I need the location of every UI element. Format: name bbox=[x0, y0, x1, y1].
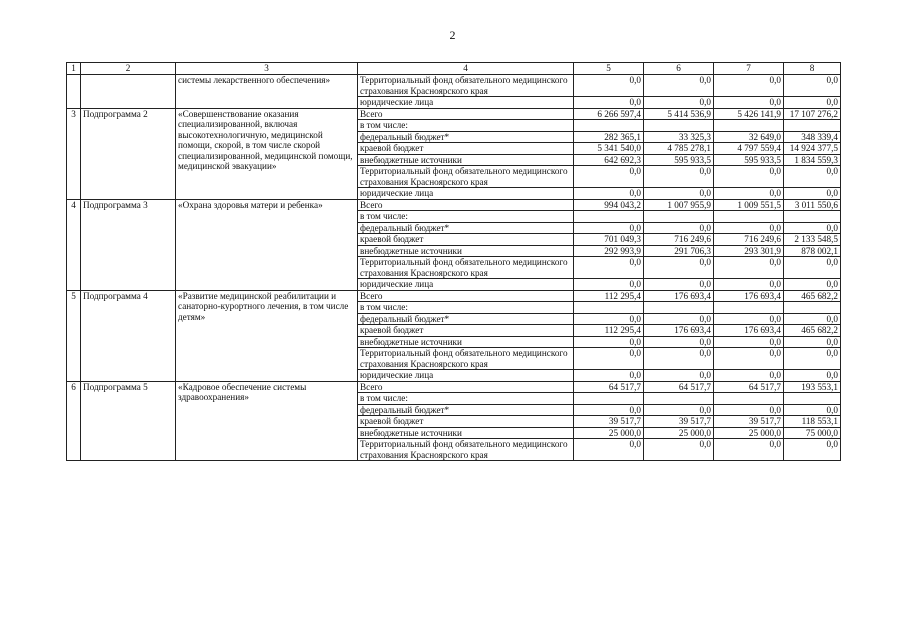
value-cell: 39 517,7 bbox=[714, 416, 784, 428]
value-cell: 0,0 bbox=[644, 439, 714, 461]
table-row bbox=[67, 290, 841, 302]
value-cell: 17 107 276,2 bbox=[784, 108, 841, 120]
column-number: 2 bbox=[81, 63, 176, 75]
value-cell: 0,0 bbox=[644, 222, 714, 234]
value-cell: 0,0 bbox=[574, 257, 644, 279]
value-cell bbox=[714, 302, 784, 314]
value-cell bbox=[574, 211, 644, 223]
column-number: 7 bbox=[714, 63, 784, 75]
value-cell: 0,0 bbox=[644, 188, 714, 200]
funding-source: федеральный бюджет* bbox=[358, 404, 574, 416]
funding-source: Всего bbox=[358, 199, 574, 211]
column-number: 8 bbox=[784, 63, 841, 75]
value-cell: 0,0 bbox=[784, 97, 841, 109]
value-cell: 0,0 bbox=[714, 313, 784, 325]
value-cell: 701 049,3 bbox=[574, 234, 644, 246]
value-cell bbox=[644, 120, 714, 132]
funding-source: юридические лица bbox=[358, 279, 574, 291]
value-cell: 193 553,1 bbox=[784, 381, 841, 393]
funding-source: в том числе: bbox=[358, 393, 574, 405]
value-cell: 0,0 bbox=[784, 166, 841, 188]
row-number-cell: 3 bbox=[67, 108, 81, 199]
value-cell: 0,0 bbox=[644, 348, 714, 370]
value-cell: 75 000,0 bbox=[784, 427, 841, 439]
value-cell: 0,0 bbox=[784, 336, 841, 348]
value-cell: 878 002,1 bbox=[784, 245, 841, 257]
value-cell bbox=[644, 211, 714, 223]
value-cell: 0,0 bbox=[784, 439, 841, 461]
value-cell: 0,0 bbox=[714, 348, 784, 370]
value-cell: 0,0 bbox=[574, 188, 644, 200]
funding-source: в том числе: bbox=[358, 302, 574, 314]
value-cell: 0,0 bbox=[644, 97, 714, 109]
value-cell: 291 706,3 bbox=[644, 245, 714, 257]
value-cell: 465 682,2 bbox=[784, 290, 841, 302]
value-cell: 5 426 141,9 bbox=[714, 108, 784, 120]
value-cell: 0,0 bbox=[714, 166, 784, 188]
value-cell: 64 517,7 bbox=[644, 381, 714, 393]
value-cell: 0,0 bbox=[784, 257, 841, 279]
value-cell: 0,0 bbox=[644, 370, 714, 382]
value-cell: 0,0 bbox=[714, 222, 784, 234]
value-cell: 3 011 550,6 bbox=[784, 199, 841, 211]
value-cell: 4 785 278,1 bbox=[644, 143, 714, 155]
column-number: 5 bbox=[574, 63, 644, 75]
value-cell: 4 797 559,4 bbox=[714, 143, 784, 155]
value-cell: 0,0 bbox=[574, 166, 644, 188]
funding-source: Территориальный фонд обязательного медицинского страхования Красноярского края bbox=[358, 257, 574, 279]
funding-source: краевой бюджет bbox=[358, 416, 574, 428]
funding-source: Территориальный фонд обязательного медицинского страхования Красноярского края bbox=[358, 439, 574, 461]
value-cell: 0,0 bbox=[714, 370, 784, 382]
value-cell: 0,0 bbox=[574, 97, 644, 109]
value-cell: 5 414 536,9 bbox=[644, 108, 714, 120]
row-number-cell: 4 bbox=[67, 199, 81, 290]
value-cell: 32 649,0 bbox=[714, 131, 784, 143]
value-cell: 642 692,3 bbox=[574, 154, 644, 166]
subprogram-name-cell bbox=[81, 75, 176, 109]
column-number: 6 bbox=[644, 63, 714, 75]
value-cell: 6 266 597,4 bbox=[574, 108, 644, 120]
value-cell: 64 517,7 bbox=[714, 381, 784, 393]
value-cell: 0,0 bbox=[644, 166, 714, 188]
row-number-cell bbox=[67, 75, 81, 109]
value-cell: 0,0 bbox=[574, 439, 644, 461]
value-cell bbox=[784, 302, 841, 314]
value-cell bbox=[574, 120, 644, 132]
subprogram-name-cell: Подпрограмма 3 bbox=[81, 199, 176, 290]
funding-source: Всего bbox=[358, 290, 574, 302]
funding-source: краевой бюджет bbox=[358, 234, 574, 246]
subprogram-title-cell: «Совершенствование оказания специализированной, включая высокотехнологичную, медицинской помощи, скорой, в том числе скорой специализированной, медицинской помощи, медицинской эвакуации» bbox=[176, 108, 358, 199]
value-cell: 0,0 bbox=[784, 370, 841, 382]
value-cell: 0,0 bbox=[714, 439, 784, 461]
funding-source: краевой бюджет bbox=[358, 143, 574, 155]
value-cell: 0,0 bbox=[714, 75, 784, 97]
value-cell: 292 993,9 bbox=[574, 245, 644, 257]
header-row bbox=[67, 63, 841, 75]
funding-source: Территориальный фонд обязательного медицинского страхования Красноярского края bbox=[358, 75, 574, 97]
value-cell: 0,0 bbox=[714, 97, 784, 109]
value-cell bbox=[714, 211, 784, 223]
funding-source: Территориальный фонд обязательного медицинского страхования Красноярского края bbox=[358, 166, 574, 188]
funding-source: федеральный бюджет* bbox=[358, 313, 574, 325]
value-cell: 0,0 bbox=[574, 336, 644, 348]
funding-source: федеральный бюджет* bbox=[358, 131, 574, 143]
value-cell: 1 007 955,9 bbox=[644, 199, 714, 211]
value-cell: 176 693,4 bbox=[644, 290, 714, 302]
value-cell: 0,0 bbox=[574, 313, 644, 325]
column-number: 3 bbox=[176, 63, 358, 75]
value-cell: 282 365,1 bbox=[574, 131, 644, 143]
funding-source: Всего bbox=[358, 381, 574, 393]
subprogram-title-cell: системы лекарственного обеспечения» bbox=[176, 75, 358, 109]
funding-source: Территориальный фонд обязательного медицинского страхования Красноярского края bbox=[358, 348, 574, 370]
subprogram-name-cell: Подпрограмма 5 bbox=[81, 381, 176, 461]
value-cell: 716 249,6 bbox=[714, 234, 784, 246]
value-cell: 0,0 bbox=[574, 348, 644, 370]
column-number: 4 bbox=[358, 63, 574, 75]
row-number-cell: 6 bbox=[67, 381, 81, 461]
value-cell: 0,0 bbox=[644, 404, 714, 416]
value-cell: 1 834 559,3 bbox=[784, 154, 841, 166]
funding-source: юридические лица bbox=[358, 97, 574, 109]
value-cell: 25 000,0 bbox=[714, 427, 784, 439]
subprogram-title-cell: «Охрана здоровья матери и ребенка» bbox=[176, 199, 358, 290]
value-cell: 348 339,4 bbox=[784, 131, 841, 143]
value-cell: 0,0 bbox=[784, 404, 841, 416]
value-cell: 0,0 bbox=[784, 188, 841, 200]
funding-source: краевой бюджет bbox=[358, 325, 574, 337]
value-cell: 0,0 bbox=[714, 279, 784, 291]
row-number-cell: 5 bbox=[67, 290, 81, 381]
value-cell: 465 682,2 bbox=[784, 325, 841, 337]
value-cell: 0,0 bbox=[784, 75, 841, 97]
subprogram-title-cell: «Кадровое обеспечение системы здравоохранения» bbox=[176, 381, 358, 461]
value-cell: 0,0 bbox=[574, 370, 644, 382]
table-row bbox=[67, 199, 841, 211]
value-cell: 176 693,4 bbox=[714, 325, 784, 337]
value-cell: 0,0 bbox=[644, 257, 714, 279]
value-cell: 2 133 548,5 bbox=[784, 234, 841, 246]
funding-source: Всего bbox=[358, 108, 574, 120]
value-cell bbox=[714, 393, 784, 405]
value-cell: 0,0 bbox=[784, 222, 841, 234]
funding-source: федеральный бюджет* bbox=[358, 222, 574, 234]
value-cell: 0,0 bbox=[784, 348, 841, 370]
value-cell: 0,0 bbox=[714, 257, 784, 279]
value-cell bbox=[784, 393, 841, 405]
table-row bbox=[67, 108, 841, 120]
value-cell: 176 693,4 bbox=[644, 325, 714, 337]
value-cell: 39 517,7 bbox=[574, 416, 644, 428]
funding-source: внебюджетные источники bbox=[358, 154, 574, 166]
value-cell: 0,0 bbox=[644, 336, 714, 348]
funding-source: в том числе: bbox=[358, 211, 574, 223]
funding-source: в том числе: bbox=[358, 120, 574, 132]
funding-source: внебюджетные источники bbox=[358, 427, 574, 439]
value-cell: 0,0 bbox=[644, 279, 714, 291]
value-cell: 33 325,3 bbox=[644, 131, 714, 143]
value-cell: 595 933,5 bbox=[714, 154, 784, 166]
value-cell bbox=[644, 393, 714, 405]
value-cell: 112 295,4 bbox=[574, 290, 644, 302]
value-cell: 0,0 bbox=[574, 222, 644, 234]
value-cell: 25 000,0 bbox=[644, 427, 714, 439]
value-cell: 0,0 bbox=[784, 279, 841, 291]
value-cell: 64 517,7 bbox=[574, 381, 644, 393]
value-cell: 0,0 bbox=[784, 313, 841, 325]
value-cell bbox=[784, 120, 841, 132]
value-cell: 5 341 540,0 bbox=[574, 143, 644, 155]
value-cell: 39 517,7 bbox=[644, 416, 714, 428]
value-cell: 0,0 bbox=[574, 404, 644, 416]
value-cell: 0,0 bbox=[714, 336, 784, 348]
value-cell: 0,0 bbox=[714, 188, 784, 200]
subprogram-name-cell: Подпрограмма 4 bbox=[81, 290, 176, 381]
subprogram-name-cell: Подпрограмма 2 bbox=[81, 108, 176, 199]
subprogram-title-cell: «Развитие медицинской реабилитации и санаторно-курортного лечения, в том числе детям» bbox=[176, 290, 358, 381]
value-cell bbox=[574, 302, 644, 314]
value-cell: 0,0 bbox=[644, 75, 714, 97]
value-cell bbox=[644, 302, 714, 314]
value-cell: 0,0 bbox=[644, 313, 714, 325]
funding-source: юридические лица bbox=[358, 370, 574, 382]
value-cell bbox=[714, 120, 784, 132]
value-cell: 14 924 377,5 bbox=[784, 143, 841, 155]
value-cell: 0,0 bbox=[574, 279, 644, 291]
value-cell: 0,0 bbox=[574, 75, 644, 97]
value-cell: 0,0 bbox=[714, 404, 784, 416]
funding-source: внебюджетные источники bbox=[358, 245, 574, 257]
value-cell bbox=[574, 393, 644, 405]
value-cell: 716 249,6 bbox=[644, 234, 714, 246]
value-cell: 293 301,9 bbox=[714, 245, 784, 257]
column-number: 1 bbox=[67, 63, 81, 75]
value-cell: 112 295,4 bbox=[574, 325, 644, 337]
financing-table bbox=[66, 62, 841, 461]
page-number: 2 bbox=[449, 28, 456, 42]
value-cell bbox=[784, 211, 841, 223]
funding-source: внебюджетные источники bbox=[358, 336, 574, 348]
value-cell: 176 693,4 bbox=[714, 290, 784, 302]
value-cell: 25 000,0 bbox=[574, 427, 644, 439]
value-cell: 994 043,2 bbox=[574, 199, 644, 211]
value-cell: 595 933,5 bbox=[644, 154, 714, 166]
table-row bbox=[67, 75, 841, 97]
table-row bbox=[67, 381, 841, 393]
value-cell: 1 009 551,5 bbox=[714, 199, 784, 211]
value-cell: 118 553,1 bbox=[784, 416, 841, 428]
funding-source: юридические лица bbox=[358, 188, 574, 200]
